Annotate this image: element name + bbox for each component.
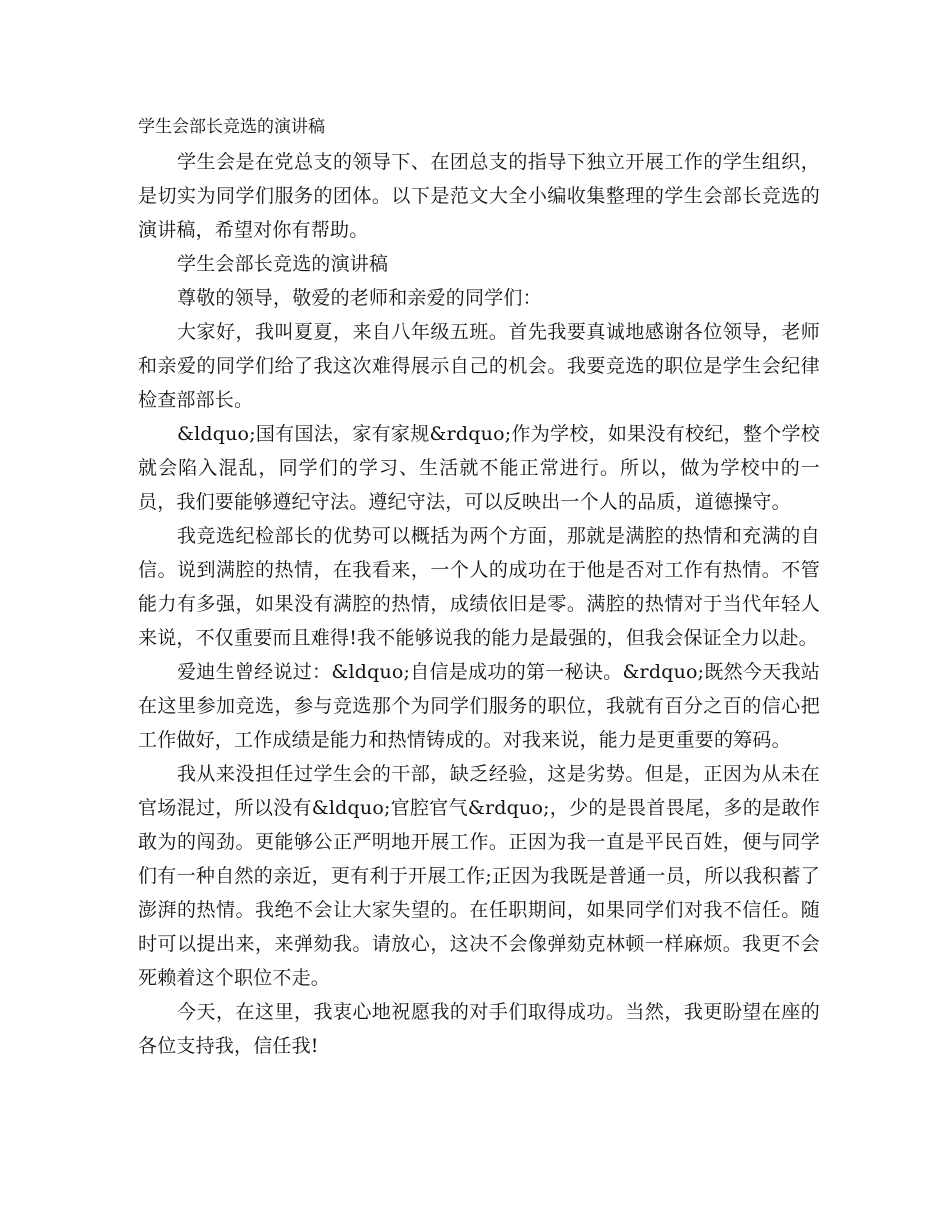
document-title: 学生会部长竞选的演讲稿 [138,117,325,137]
paragraph-self-introduction: 大家好，我叫夏夏，来自八年级五班。首先我要真诚地感谢各位领导，老师和亲爱的同学们给了我这次难得展示自己的机会。我要竞选的职位是学生会纪律检查部部长。 [138,321,820,411]
document-body [138,117,820,1063]
paragraph-discipline: &ldquo;国有国法，家有家规&rdquo;作为学校，如果没有校纪，整个学校就会陷入混乱，同学们的学习、生活就不能正常进行。所以，做为学校中的一员，我们要能够遵纪守法。遵纪守法，可以反映出一个人的品质，道德操守。 [138,423,820,513]
paragraph-advantages: 我竞选纪检部长的优势可以概括为两个方面，那就是满腔的热情和充满的自信。说到满腔的热情，在我看来，一个人的成功在于他是否对工作有热情。不管能力有多强，如果没有满腔的热情，成绩依旧是零。满腔的热情对于当代年轻人来说，不仅重要而且难得!我不能够说我的能力是最强的，但我会保证全力以赴。 [138,525,820,649]
paragraph-inexperience: 我从来没担任过学生会的干部，缺乏经验，这是劣势。但是，正因为从未在官场混过，所以没有&ldquo;官腔官气&rdquo;，少的是畏首畏尾，多的是敢作敢为的闯劲。更能够公正严明地开展工作。正因为我一直是平民百姓，便与同学们有一种自然的亲近，更有利于开展工作;正因为我既是普通一员，所以我积蓄了澎湃的热情。我绝不会让大家失望的。在任职期间，如果同学们对我不信任。随时可以提出来，来弹劾我。请放心，这决不会像弹劾克林顿一样麻烦。我更不会死赖着这个职位不走。 [138,763,820,989]
paragraph-salutation: 尊敬的领导，敬爱的老师和亲爱的同学们： [177,287,542,309]
paragraph-intro: 学生会是在党总支的领导下、在团总支的指导下独立开展工作的学生组织，是切实为同学们服务的团体。以下是范文大全小编收集整理的学生会部长竞选的演讲稿，希望对你有帮助。 [138,151,820,241]
paragraph-closing: 今天，在这里，我衷心地祝愿我的对手们取得成功。当然，我更盼望在座的各位支持我，信任我! [138,1001,820,1057]
paragraph-edison-quote: 爱迪生曾经说过：&ldquo;自信是成功的第一秘诀。&rdquo;既然今天我站在这里参加竞选，参与竞选那个为同学们服务的职位，我就有百分之百的信心把工作做好，工作成绩是能力和热情铸成的。对我来说，能力是更重要的筹码。 [138,661,820,751]
paragraph-subtitle: 学生会部长竞选的演讲稿 [177,253,389,275]
